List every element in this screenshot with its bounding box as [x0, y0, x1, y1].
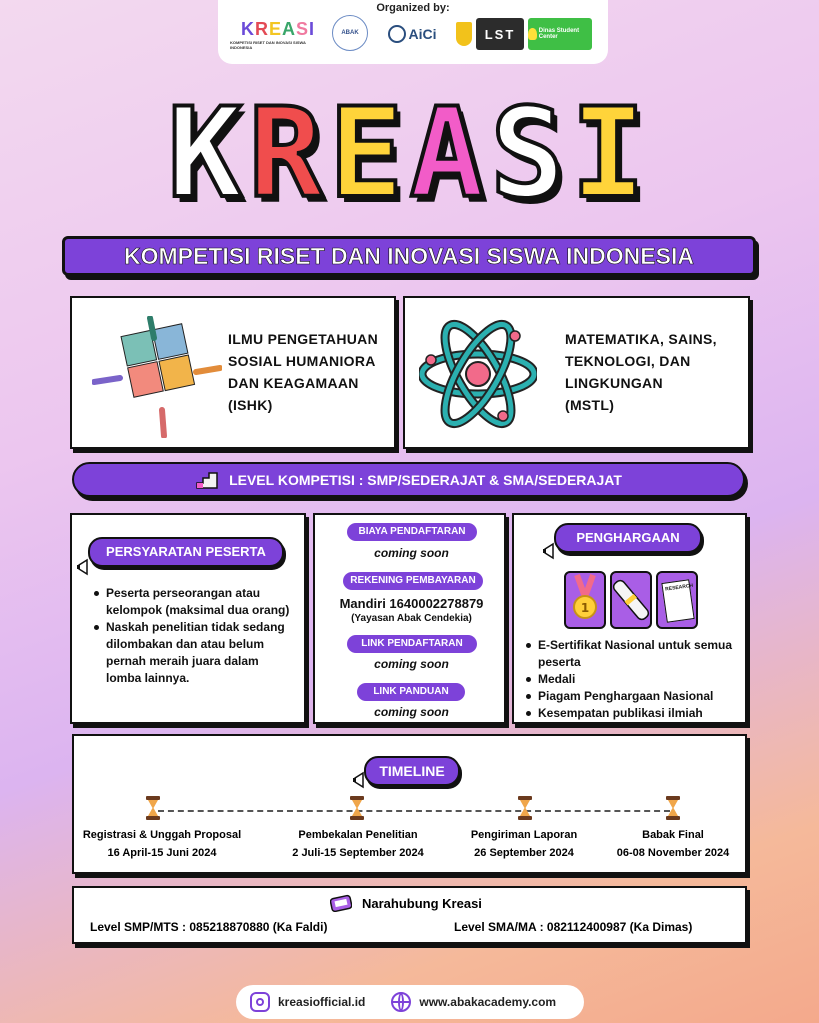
- aici-logo: AiCi: [372, 18, 452, 50]
- list-item: Naskah penelitian tidak sedang dilombakan dan atau belum pernah meraih juara dalam lomba lainnya.: [92, 619, 296, 687]
- level-label: LEVEL KOMPETISI : SMP/SEDERAJAT & SMA/SEDERAJAT: [229, 471, 622, 488]
- kreasi-logo: KREASI KOMPETISI RISET DAN INOVASI SISWA INDONESIA: [230, 18, 316, 50]
- timeline-event: Pengiriman Laporan 26 September 2024: [470, 829, 578, 859]
- stairs-icon: [195, 470, 219, 490]
- awards-title: PENGHARGAAN: [554, 523, 702, 553]
- lst-logo: LST: [476, 18, 524, 50]
- timeline-title: TIMELINE: [364, 756, 460, 786]
- contact-sma: Level SMA/MA : 082112400987 (Ka Dimas): [454, 920, 693, 934]
- lightbulb-icon: [528, 28, 537, 40]
- abak-logo: ABAK: [332, 15, 368, 51]
- account-label: REKENING PEMBAYARAN: [343, 572, 483, 590]
- atom-icon: [419, 312, 537, 436]
- title-letter: S: [490, 82, 571, 226]
- contact-card: [72, 886, 747, 944]
- mstl-card: [403, 296, 750, 449]
- timeline-event: Registrasi & Unggah Proposal 16 April-15 Juni 2024: [82, 829, 242, 859]
- guide-link-value: coming soon: [374, 705, 449, 719]
- brain-icon: [388, 25, 406, 43]
- registration-link-value: coming soon: [374, 657, 449, 671]
- dsc-logo: Dinas Student Center: [528, 18, 592, 50]
- title-letter: K: [167, 82, 249, 226]
- university-logo: [456, 22, 472, 46]
- organizer-banner: [218, 0, 608, 64]
- registration-link-label[interactable]: LINK PENDAFTARAN: [347, 635, 477, 653]
- list-item: Piagam Penghargaan Nasional: [524, 688, 744, 705]
- research-paper-icon: RESEARCH: [656, 571, 698, 629]
- title-letter: I: [570, 82, 652, 226]
- registration-info-card: [313, 513, 506, 724]
- hourglass-icon: [518, 796, 532, 820]
- website-link[interactable]: www.abakacademy.com: [419, 995, 557, 1009]
- account-value: Mandiri 1640002278879: [339, 596, 484, 611]
- list-item: Medali: [524, 671, 744, 688]
- organizer-title: Organized by:: [376, 2, 450, 14]
- hourglass-icon: [666, 796, 680, 820]
- level-banner: [72, 462, 745, 497]
- svg-text:1: 1: [580, 601, 590, 615]
- footer-bar: [236, 985, 584, 1019]
- hourglass-icon: [146, 796, 160, 820]
- megaphone-icon: [76, 557, 96, 577]
- instagram-handle[interactable]: kreasiofficial.id: [278, 995, 366, 1009]
- list-item: E-Sertifikat Nasional untuk semua peserta: [524, 637, 744, 671]
- requirements-title: PERSYARATAN PESERTA: [88, 537, 284, 567]
- main-title: [0, 82, 819, 226]
- list-item: Kesempatan publikasi ilmiah: [524, 705, 744, 722]
- contact-smp: Level SMP/MTS : 085218870880 (Ka Faldi): [90, 920, 328, 934]
- requirements-card: [70, 513, 306, 724]
- requirements-list: [92, 585, 296, 687]
- title-letter: E: [328, 82, 410, 226]
- megaphone-icon: [542, 541, 562, 561]
- contact-title: Narahubung Kreasi: [362, 896, 482, 911]
- subtitle-banner: KOMPETISI RISET DAN INOVASI SISWA INDONESIA: [62, 236, 756, 276]
- timeline-line: [158, 810, 670, 812]
- instagram-icon: [250, 992, 270, 1012]
- guide-link-label[interactable]: LINK PANDUAN: [357, 683, 465, 701]
- title-letter: R: [248, 82, 329, 226]
- awards-list: [524, 637, 744, 722]
- mstl-label: MATEMATIKA, SAINS, TEKNOLOGI, DAN LINGKUNGAN (MSTL): [565, 331, 717, 413]
- medal-icon: [564, 571, 606, 629]
- ishk-label: ILMU PENGETAHUAN SOSIAL HUMANIORA DAN KEAGAMAAN (ISHK): [228, 331, 378, 413]
- title-letter: A: [409, 82, 491, 226]
- timeline-card: [72, 734, 747, 874]
- diploma-icon: [610, 571, 652, 629]
- awards-card: [512, 513, 747, 724]
- timeline-event: Pembekalan Penelitian 2 Juli-15 September 2024: [292, 829, 424, 859]
- fee-label: BIAYA PENDAFTARAN: [347, 523, 477, 541]
- account-holder: (Yayasan Abak Cendekia): [351, 613, 472, 624]
- hourglass-icon: [350, 796, 364, 820]
- globe-icon: [391, 992, 411, 1012]
- timeline-event: Babak Final 06-08 November 2024: [616, 829, 730, 859]
- megaphone-icon: [352, 770, 372, 790]
- list-item: Peserta perseorangan atau kelompok (maksimal dua orang): [92, 585, 296, 619]
- collaboration-icon: [92, 316, 222, 438]
- ishk-card: [70, 296, 396, 449]
- fee-value: coming soon: [374, 546, 449, 560]
- phone-icon: [330, 894, 352, 912]
